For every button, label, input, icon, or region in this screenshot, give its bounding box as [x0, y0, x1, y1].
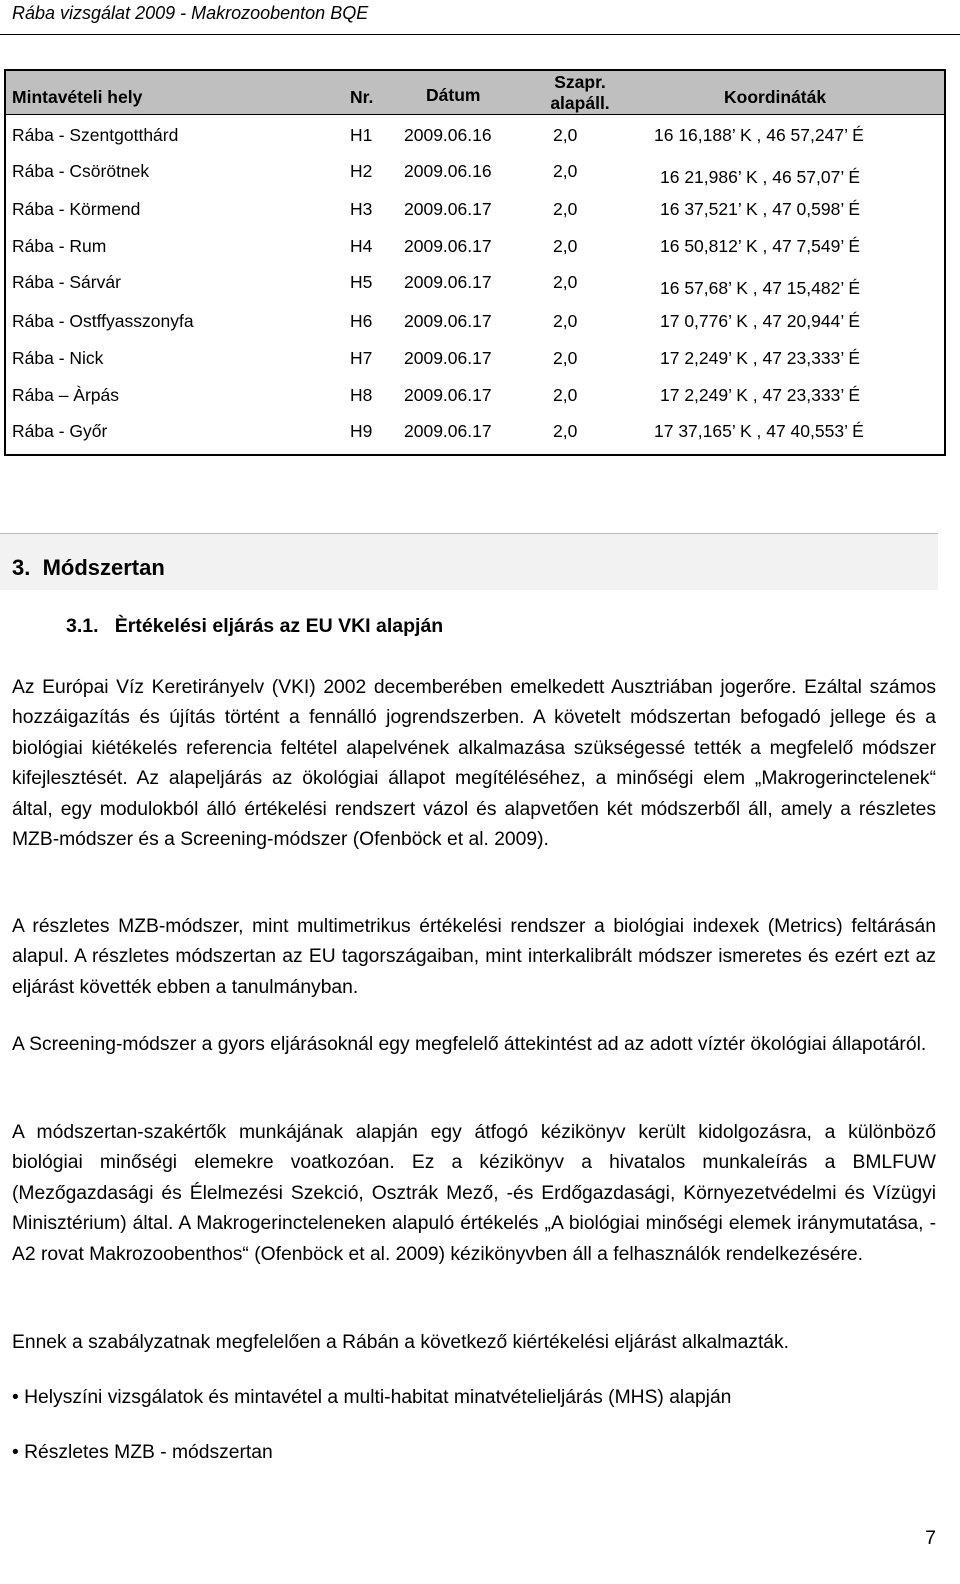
cell-nr: H8 [350, 385, 373, 405]
cell-site: Rába - Körmend [12, 199, 141, 219]
cell-szapr: 2,0 [553, 385, 578, 405]
cell-date: 2009.06.17 [404, 272, 492, 292]
cell-date: 2009.06.17 [404, 199, 492, 219]
cell-nr: H4 [350, 236, 373, 256]
cell-szapr: 2,0 [553, 421, 578, 441]
header-rule [0, 34, 960, 35]
paragraph: A módszertan-szakértők munkájának alapján egy átfogó kézikönyv került kidolgozásra, a különböző biológiai minőségi elemekre voatkozóan. Ez a kézikönyv a hivatalos munkaleírás a BMLFUW (Mezőgazdasági és Élelmezési Szekció, Osztrák Mező, -és Erdőgazdasági, Környezetvédelmi és Vízügyi Minisztérium) által. A Makrogerincteleneken alapuló értékelés „A biológiai minőségi elemek iránymutatása, - A2 rovat Makrozoobenthos“ (Ofenböck et al. 2009) kézikönyvben áll a felhasználók rendelkezésére. [12, 1122, 936, 1265]
header-szapr [535, 72, 625, 114]
cell-szapr: 2,0 [553, 236, 578, 256]
paragraph: Ennek a szabályzatnak megfelelően a Rábán a következő kiértékelési eljárást alkalmazták. [12, 1332, 790, 1353]
subsection-heading: 3.1. Èrtékelési eljárás az EU VKI alapján [66, 615, 444, 637]
cell-site: Rába - Szentgotthárd [12, 125, 179, 145]
cell-coords: 16 16,188’ K , 46 57,247’ É [654, 125, 864, 145]
cell-coords: 16 57,68’ K , 47 15,482’ É [660, 278, 861, 298]
cell-coords: 17 2,249’ K , 47 23,333’ É [660, 385, 861, 405]
table-header-row [6, 71, 944, 114]
cell-szapr: 2,0 [553, 199, 578, 219]
sampling-sites-table [4, 69, 946, 456]
cell-nr: H5 [350, 272, 373, 292]
cell-coords: 16 37,521’ K , 47 0,598’ É [660, 199, 861, 219]
paragraph: A Screening-módszer a gyors eljárásoknál egy megfelelő áttekintést ad az adott víztér ökológiai állapotáról. [12, 1034, 927, 1055]
header-szapr-line1: Szapr. [554, 72, 606, 92]
header-date: Dátum [426, 85, 481, 105]
header-coords: Koordináták [724, 87, 827, 107]
cell-date: 2009.06.17 [404, 385, 492, 405]
cell-szapr: 2,0 [553, 348, 578, 368]
paragraph: Az Európai Víz Keretirányelv (VKI) 2002 decemberében emelkedett Ausztriában jogerőre. Ezáltal számos hozzáigazítás és újítás történt a fennálló jogrendszerben. A követelt módszertan befogadó jellege és a biológiai kiétékelés referencia feltétel alapelvének alkalmazása szükségessé tették a megfelelő módszer kifejlesztését. Az alapeljárás az ökológiai állapot megítéléséhez, a minőségi elem „Makrogerinctelenek“ által, egy modulokból álló értékelési rendszert vázol és alapvetően két módszerből áll, amely a részletes MZB-módszer és a Screening-módszer (Ofenböck et al. 2009). [12, 677, 936, 851]
section-heading: 3. Módszertan [12, 555, 165, 580]
cell-site: Rába - Győr [12, 421, 108, 441]
table-rule [6, 114, 944, 115]
cell-szapr: 2,0 [553, 272, 578, 292]
bullet-item [12, 1384, 731, 1412]
bullet-symbol: • [12, 1442, 19, 1463]
cell-coords: 17 2,249’ K , 47 23,333’ É [660, 348, 861, 368]
cell-site: Rába - Sárvár [12, 272, 121, 292]
cell-date: 2009.06.17 [404, 236, 492, 256]
header-szapr-line2: alapáll. [550, 93, 610, 113]
cell-site: Rába - Csörötnek [12, 161, 150, 181]
cell-date: 2009.06.16 [404, 125, 492, 145]
cell-nr: H3 [350, 199, 373, 219]
cell-szapr: 2,0 [553, 125, 578, 145]
cell-site: Rába - Rum [12, 236, 107, 256]
cell-date: 2009.06.17 [404, 311, 492, 331]
header-nr: Nr. [350, 87, 374, 107]
cell-date: 2009.06.17 [404, 421, 492, 441]
cell-coords: 16 21,986’ K , 46 57,07’ É [660, 167, 861, 187]
page-number: 7 [925, 1527, 936, 1549]
cell-nr: H7 [350, 348, 373, 368]
cell-coords: 17 0,776’ K , 47 20,944’ É [660, 311, 861, 331]
cell-site: Rába - Ostffyasszonyfa [12, 311, 194, 331]
cell-site: Rába - Nick [12, 348, 104, 368]
cell-szapr: 2,0 [553, 311, 578, 331]
cell-nr: H2 [350, 161, 373, 181]
cell-coords: 17 37,165’ K , 47 40,553’ É [654, 421, 864, 441]
bullet-symbol: • [12, 1387, 19, 1408]
header-site: Mintavételi hely [12, 87, 143, 107]
bullet-item [12, 1439, 273, 1467]
cell-nr: H9 [350, 421, 373, 441]
paragraph: A részletes MZB-módszer, mint multimetrikus értékelési rendszer a biológiai indexek (Metrics) feltárásán alapul. A részletes módszertan az EU tagországaiban, mint interkalibrált módszer ismeretes és ezért ezt az eljárást követték ebben a tanulmányban. [12, 916, 936, 998]
cell-site: Rába – Àrpás [12, 385, 120, 405]
running-header: Rába vizsgálat 2009 - Makrozoobenton BQE [12, 3, 369, 23]
cell-coords: 16 50,812’ K , 47 7,549’ É [660, 236, 861, 256]
bullet-text: Helyszíni vizsgálatok és mintavétel a multi-habitat minatvételieljárás (MHS) alapján [24, 1387, 732, 1408]
cell-date: 2009.06.17 [404, 348, 492, 368]
cell-szapr: 2,0 [553, 161, 578, 181]
cell-date: 2009.06.16 [404, 161, 492, 181]
cell-nr: H1 [350, 125, 373, 145]
cell-nr: H6 [350, 311, 373, 331]
bullet-text: Részletes MZB - módszertan [24, 1442, 273, 1463]
